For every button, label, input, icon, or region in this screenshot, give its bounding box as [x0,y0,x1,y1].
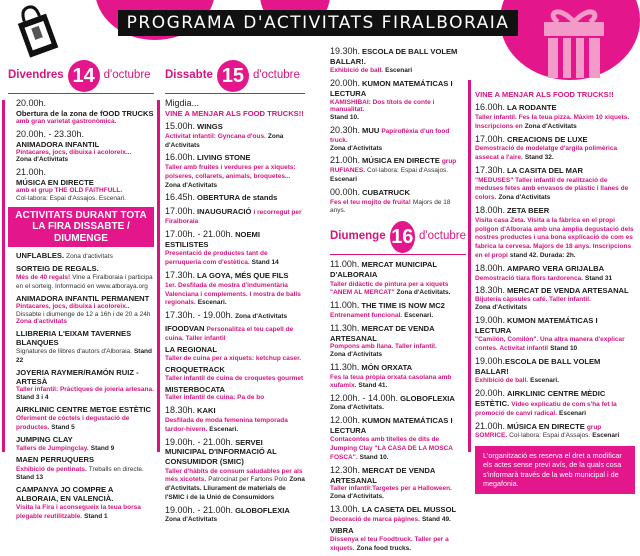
midday-label: Migdia... [165,98,200,108]
event: 20.00h. KUMON MATEMÁTICAS I LECTURA KAMISHIBAI: Dos títols de conte i manualitat. Stand 10. [330,78,453,122]
event: 17.30h. LA CASITA DEL MAR "MEDUSES" Taller infantil de realització de meduses fetes amb envasos de plàstic i llanes de colors. Zona d'Activitats [475,164,629,202]
event: MISTERBOCATA Taller infantil de cuina: Pa de bo [165,385,265,402]
day-number: 16 [390,221,415,253]
event: 16.00h. LIVING STONE Taller amb fruites i verdures per a xiquets: polseres, collarets, animals, broquetes... Zona d'Activitats [165,152,296,189]
day-number: 14 [68,60,100,92]
event: 18.00h. ZETA BEER Visita casa Zeta. Visita a la fàbrica en el propi polígon d'Alboraia amb una àmplia degustació dels nostres productes i una bona explicació de com es fabrica la cervesa. Majors de 18 anys. Inscripcions en el propi stand 42. Durada: 2h. [475,205,634,260]
event: 12.30h. MERCAT DE VENDA ARTESANAL Taller infantil:Targetes per a Halloween. Zona d'Activitats. [330,464,452,500]
event: IFOODVAN Personalitza el teu capell de cuina. Taller infantil [165,323,294,342]
day-name: Dissabte [165,69,213,82]
event: 11.30h. MÓN ORXATA Fes la teua pròpia orxata casolana amb xufamix. Stand 41. [330,361,452,390]
event: 17.00h. CREACIONS DE LUXE Demostració de modelatge d'argila polimèrica assecat a l'aire. Stand 32. [475,133,618,162]
event: 20.00h. AIRKLINIC CENTRE MÈDIC ESTÈTIC. Vídeo explicatiu de com s'ha fet la promoció de canvi radical. Escenari [475,388,617,417]
event: 12.00h. - 14.00h. GLOBOFLEXIA Zona d'Activitats. [330,393,455,412]
event: LA REGIONAL Taller de cuina per a xiquets: ketchup caser. [165,345,302,362]
column-divider [2,100,5,452]
day-month: d'octubre [252,69,300,82]
event: 12.00h. KUMON MATEMÁTICAS I LECTURA Contacontes amb titelles de dits de Jumping Clay "LA CASA DE LA MOSCA FOSCA". Stand 10. [330,414,453,461]
event: 21.00h. MÚSICA EN DIRECTE amb el grup THE OLD FAITHFULL. Col·labora: Espai d'Assajos. Escenari. [16,167,126,202]
event: 18.30h. MERCAT DE VENDA ARTESANAL Bijuteria càpsules café. Taller infantil. Zona d'Activitats [475,285,629,312]
event: 11.30h. MERCAT DE VENDA ARTESANAL Pompons amb llana. Taller infantil. Zona d'Activitats [330,322,437,359]
friday-header [8,60,154,94]
fair-activity: MAEN PERRUQUERS Exhibició de pentinats. Treballs en directe. Stand 13 [16,455,144,482]
shopping-bag-icon [10,0,62,61]
fair-activity: ANIMADORA INFANTIL PERMANENT Pintacares, jocs, dibuixa i acoloreix.. Dissabte i diumenge de 12 a 16h i de 20 a 24h Zona d'activitats [16,293,151,326]
event: 19.00h. KUMON MATEMÁTICAS I LECTURA "Camilón, Comilón". Una altra manera d'explicar contes. Activitat infantil Stand 10 [475,314,625,353]
page-title: PROGRAMA D'ACTIVITATS FIRALBORAIA [118,10,518,36]
column-divider [468,80,471,452]
fair-activity: JUMPING CLAY Tallers de Jumpingclay. Stand 9 [16,434,115,452]
event: 16.45h. OBERTURA de stands [165,192,278,203]
event: 16.00h. LA RODANTE Taller infantil. Fes la teua pizza. Màxim 10 xiquets. Inscripcions en Zona d'Activitats [475,102,630,130]
event: 00.00h. CUBATRUCK Fes el teu mojito de fruita! Majors de 18 anys. [330,186,451,215]
event: 19.00h.ESCOLA DE BALL VOLEM BALLAR! Exhibició de ball. Escenari. [475,355,601,385]
fair-activity: CAMPANYA JO COMPRE A ALBORAIA, EN VALENCIÀ. Visita la Fira i aconsegueix la teua borsa plegable reutilitzable. Stand 1 [16,485,141,521]
event: VIBRA Dissenya el teu Foodtruck. Taller per a xiquets. Zona food trucks. [330,526,449,553]
day-name: Diumenge [330,230,386,243]
fair-activity: UNFLABLES. Zona d'activitats [16,251,113,261]
event: 20.30h. MUU Papiroflèxia d'un food truck. Zona d'Activitats [330,125,450,152]
saturday-sunday-column [330,46,466,556]
food-trucks-callout: VINE A MENJAR ALS FOOD TRUCKS!! [165,108,304,118]
gift-icon [538,4,610,80]
fair-activity: JOYERIA RAYMER/RAMÓN RUIZ - ARTESÀ Taller infantil: Pràctiques de joieria artesana. Stand 3 i 4 [16,368,154,402]
food-trucks-callout: VINE A MENJAR ALS FOOD TRUCKS!! [475,90,614,99]
event: 19.30h. ESCOLA DE BALL VOLEM BALLAR!. Exhibició de ball. Escenari [330,46,458,75]
event: 19.00h. - 21.00h. GLOBOFLEXIA Zona d'Activitats [165,504,290,523]
all-fair-banner: ACTIVITATS DURANT TOTA LA FIRA DISSABTE / DIUMENGE [8,207,154,248]
saturday-column [165,60,305,526]
event: 11.00h. THE TIME IS NOW MC2 Entrenament funcional. Escenari. [330,300,445,320]
event: 17.00h. - 21.00h. NOEMI ESTILISTES Presentació de productes tant de perruqueria com d'estètica. Stand 14 [165,228,279,267]
day-month: d'octubre [103,69,151,82]
friday-column [8,60,154,524]
fair-activity: AIRKLINIC CENTRE METGE ESTÈTIC Oferiment de còctels i degustació de productes. Stand 5 [16,404,152,431]
event: 17.00h. INAUGURACIÓ i recorregut per Firalboraia [165,206,302,226]
event: 15.00h. WINGS Activitat infantil: Gyncana d'ous. Zona d'Activitats [165,120,284,149]
day-name: Divendres [8,69,64,82]
event: 17.30h. - 19.00h. Zona d'Activitats [165,310,288,321]
fair-activity: SORTEIG DE REGALS. Més de 40 regals! Vine a Firalboraia i participa en el sorteig. Informació en www.alboraya.org [16,264,153,290]
event: 19.00h. - 21.00h. SERVEI MUNICIPAL D'INFORMACIÓ AL CONSUMIDOR (SMIC) Taller d'hàbits de consum saludables per als més xicotets. Patrocinat per Fartons Polo Zona d'Activitats. Lliurament de materials de l'SMIC i de la Unió de Consumidors [165,436,305,502]
sunday-header [330,221,466,255]
column-divider [157,100,160,452]
event: 20.00h. Obertura de la zona de fOOD TRUCKS amb gran varietat gastronòmica. [16,98,154,125]
event: 13.00h. LA CASETA DEL MUSSOL Decoració de marca pàgines. Stand 49. [330,503,457,523]
event: 18.30h. KAKI Desfilada de moda femenina temporada tardor-hivern. Escenari. [165,405,288,433]
event: 21.00h. MÚSICA EN DIRECTE grup SOMRICE. Col·labora: Espai d'Assajos. Escenari [475,420,620,440]
event: CROQUETRACK Taller infantil de cuina de croquetes gourmet [165,365,304,382]
event: 21.00h. MÚSICA EN DIRECTE grup RUFIANES. Col·labora: Espai d'Assajos. Escenari [330,155,457,184]
organization-disclaimer: L'organització es reserva el dret a modificar els actes sense previ avís, de la quals cosa s'informarà través de la web municipal i de megafonia. [475,446,635,493]
saturday-header [165,60,305,94]
day-month: d'octubre [419,230,466,243]
day-number: 15 [217,60,249,92]
event: 18.00h. AMPARO VERA GRIJALBA Demostració tiara flors tardorenca. Stand 31 [475,262,613,282]
event: 11.00h. MERCAT MUNICIPAL D'ALBORAIA Taller didàctic de pintura per a xiquets "ANEM AL MERCAT" Zona d'Activitats. [330,259,451,297]
event: 17.30h. LA GOYA, MÉS QUE FILS 1er. Desfilada de mostra d'indumentària Valenciana i complements. I mostra de balls regionals. Escenari. [165,269,301,307]
event: 20.00h. - 23.30h. ANIMADORA INFANTIL Pintacares, jocs, dibuixa i acoloreix... Zona d'Activitats [16,128,132,164]
fair-activity: LLIBRERIA L'EIXAM TAVERNES BLANQUES Signatures de llibres d'autors d'Alboraia. Stand 22 [16,329,152,365]
sunday-afternoon-column [475,90,635,494]
